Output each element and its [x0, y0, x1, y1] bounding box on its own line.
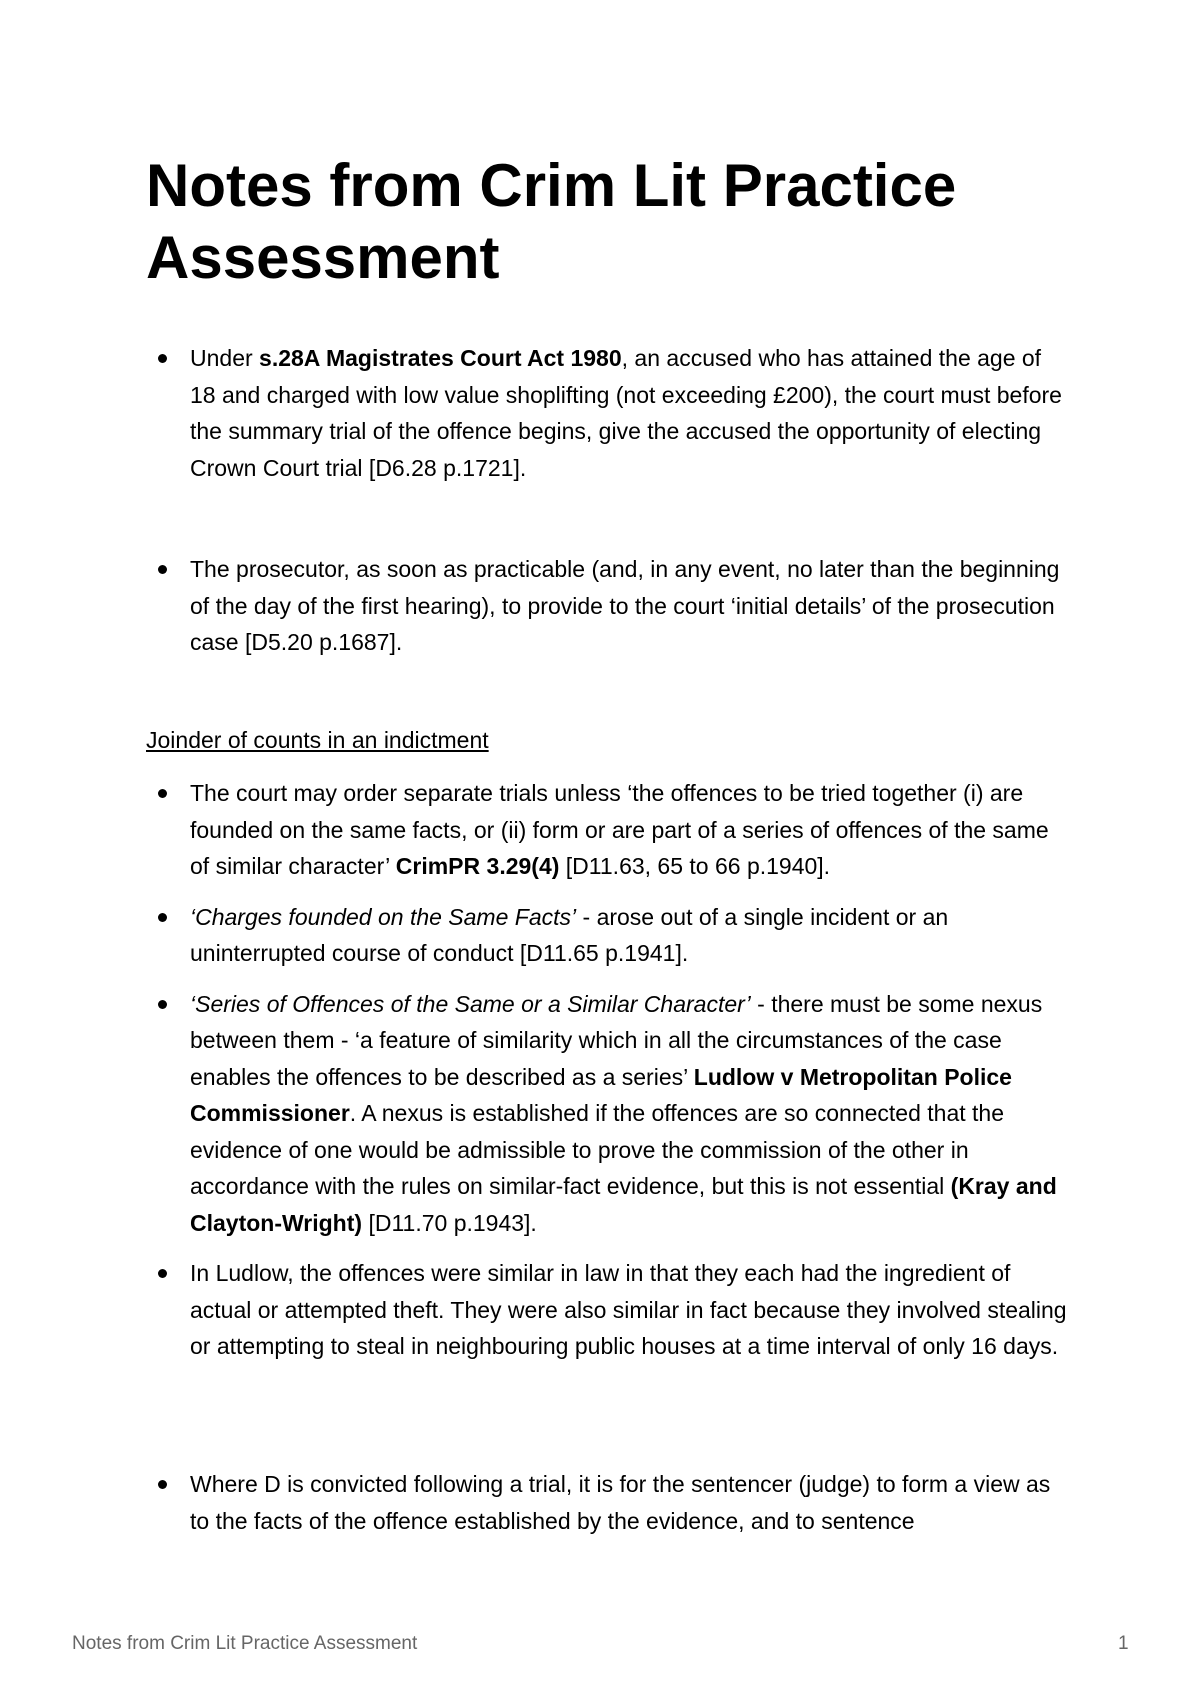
- list-item: ‘Series of Offences of the Same or a Similar Character’ - there must be some nexus between them - ‘a feature of similarity which in all the circumstances of the case enables the offences to be described as a series’ Ludlow v Metropolitan Police Commissioner. A nexus is established if the offences are so connected that the evidence of one would be admissible to prove the commission of the other in accordance with the rules on similar-fact evidence, but this is not essential (Kray and Clayton-Wright) [D11.70 p.1943].: [0, 986, 1070, 1242]
- bullet-icon: [158, 1480, 167, 1489]
- footer-title: Notes from Crim Lit Practice Assessment: [72, 1633, 418, 1654]
- defined-term: ‘Charges founded on the Same Facts’: [190, 903, 577, 930]
- bullet-icon: [158, 789, 167, 798]
- prosecutor-list: [0, 551, 1200, 661]
- joinder-list: [0, 775, 1200, 1365]
- bullet-icon: [158, 913, 167, 922]
- bullet-icon: [158, 1000, 167, 1009]
- page-number: 1: [1118, 1633, 1129, 1654]
- statute-reference: s.28A Magistrates Court Act 1980: [259, 345, 622, 371]
- list-item: Where D is convicted following a trial, it is for the sentencer (judge) to form a view as to the facts of the offence established by the evidence, and to sentence: [0, 1466, 1070, 1539]
- list-item: Under s.28A Magistrates Court Act 1980, an accused who has attained the age of 18 and charged with low value shoplifting (not exceeding £200), the court must before the summary trial of the offence begins, give the accused the opportunity of electing Crown Court trial [D6.28 p.1721].: [0, 340, 1070, 486]
- list-item: The prosecutor, as soon as practicable (and, in any event, no later than the beginning of the day of the first hearing), to provide to the court ‘initial details’ of the prosecution case [D5.20 p.1687].: [0, 551, 1070, 661]
- list-item: In Ludlow, the offences were similar in law in that they each had the ingredient of actual or attempted theft. They were also similar in fact because they involved stealing or attempting to steal in neighbouring public houses at a time interval of only 16 days.: [0, 1255, 1070, 1365]
- bullet-icon: [158, 1269, 167, 1278]
- bullet-icon: [158, 565, 167, 574]
- rule-reference: CrimPR 3.29(4): [395, 853, 560, 879]
- case-name: (Kray and Clayton-Wright): [190, 1173, 1057, 1236]
- case-name: Ludlow v Metropolitan Police Commissioner: [190, 1063, 1012, 1126]
- sentencing-list: [0, 1466, 1200, 1539]
- list-item: ‘Charges founded on the Same Facts’ - arose out of a single incident or an uninterrupted course of conduct [D11.65 p.1941].: [0, 899, 1070, 972]
- section-heading: Joinder of counts in an indictment: [146, 727, 489, 753]
- defined-term: ‘Series of Offences of the Same or a Similar Character’: [190, 990, 751, 1017]
- page-title: Notes from Crim Lit Practice Assessment: [146, 152, 957, 291]
- bullet-icon: [158, 354, 167, 363]
- intro-list: [0, 340, 1200, 486]
- list-item: The court may order separate trials unless ‘the offences to be tried together (i) are founded on the same facts, or (ii) form or are part of a series of offences of the same of similar character’ CrimPR 3.29(4) [D11.63, 65 to 66 p.1940].: [0, 775, 1070, 885]
